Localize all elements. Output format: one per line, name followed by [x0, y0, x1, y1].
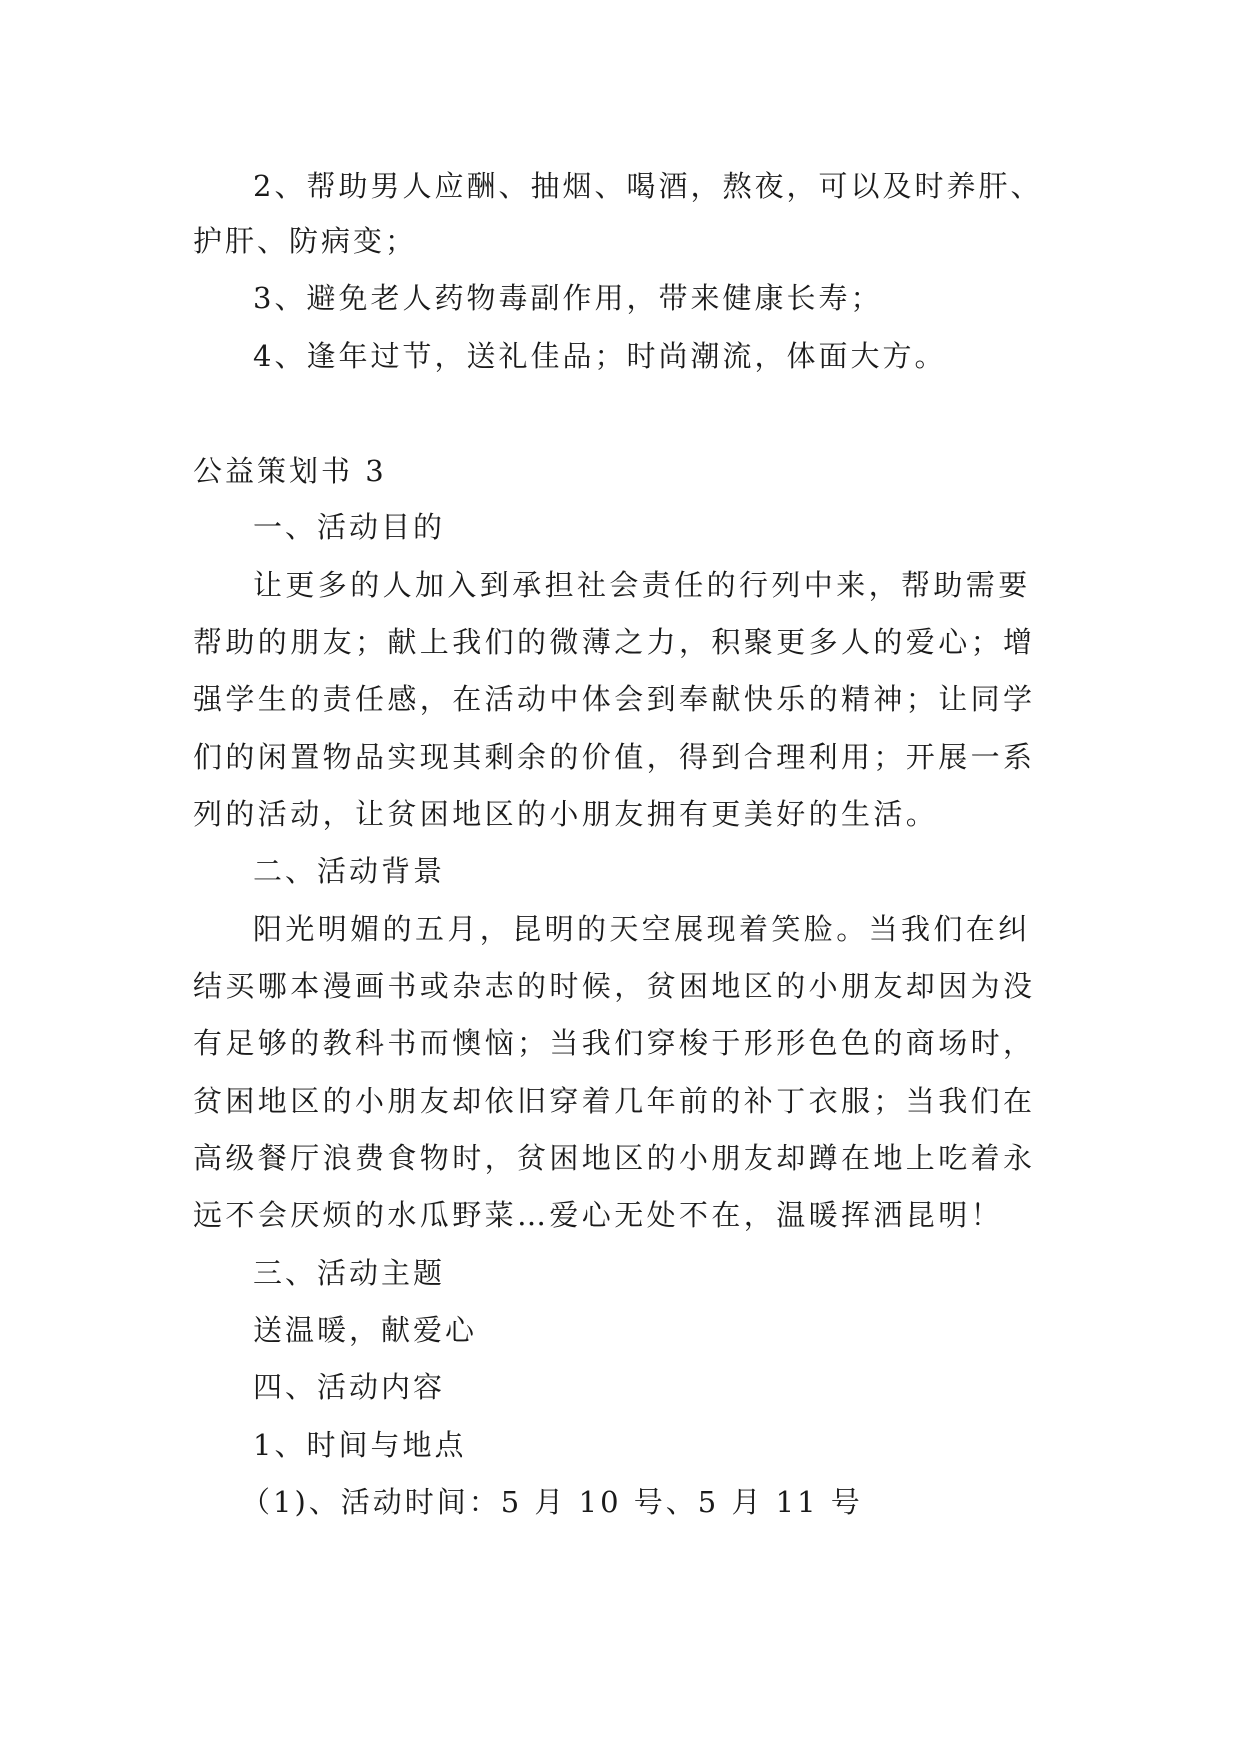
- section-title: 公益策划书 3: [193, 454, 387, 488]
- paragraph-line: 阳光明媚的五月，昆明的天空展现着笑脸。当我们在纠: [253, 912, 1031, 946]
- heading-activity-theme: 三、活动主题: [253, 1256, 446, 1290]
- paragraph-line: 列的活动，让贫困地区的小朋友拥有更美好的生活。: [193, 797, 939, 831]
- theme-text: 送温暖，献爱心: [253, 1313, 478, 1347]
- list-item-2-continued: 护肝、防病变；: [193, 224, 418, 258]
- paragraph-line: 高级餐厅浪费食物时，贫困地区的小朋友却蹲在地上吃着永: [193, 1141, 1036, 1175]
- paragraph-line: 结买哪本漫画书或杂志的时候，贫困地区的小朋友却因为没: [193, 969, 1036, 1003]
- paragraph-line: 让更多的人加入到承担社会责任的行列中来，帮助需要: [253, 568, 1031, 602]
- paragraph-line: 强学生的责任感，在活动中体会到奉献快乐的精神；让同学: [193, 682, 1036, 716]
- heading-activity-background: 二、活动背景: [253, 854, 446, 888]
- subheading-time-place: 1、时间与地点: [253, 1428, 467, 1462]
- paragraph-line: 贫困地区的小朋友却依旧穿着几年前的补丁衣服；当我们在: [193, 1084, 1036, 1118]
- activity-time: （1)、活动时间：5 月 10 号、5 月 11 号: [241, 1485, 863, 1519]
- paragraph-line: 帮助的朋友；献上我们的微薄之力，积聚更多人的爱心；增: [193, 625, 1036, 659]
- paragraph-line: 们的闲置物品实现其剩余的价值，得到合理利用；开展一系: [193, 740, 1036, 774]
- paragraph-line: 远不会厌烦的水瓜野菜…爱心无处不在，温暖挥洒昆明！: [193, 1198, 1004, 1232]
- paragraph-line: 有足够的教科书而懊恼；当我们穿梭于形形色色的商场时，: [193, 1026, 1036, 1060]
- list-item-4: 4、逢年过节，送礼佳品；时尚潮流，体面大方。: [253, 339, 947, 373]
- list-item-2: 2、帮助男人应酬、抽烟、喝酒，熬夜，可以及时养肝、: [253, 169, 1043, 203]
- list-item-3: 3、避免老人药物毒副作用，带来健康长寿；: [253, 281, 883, 315]
- heading-activity-content: 四、活动内容: [253, 1370, 446, 1404]
- heading-activity-purpose: 一、活动目的: [253, 510, 446, 544]
